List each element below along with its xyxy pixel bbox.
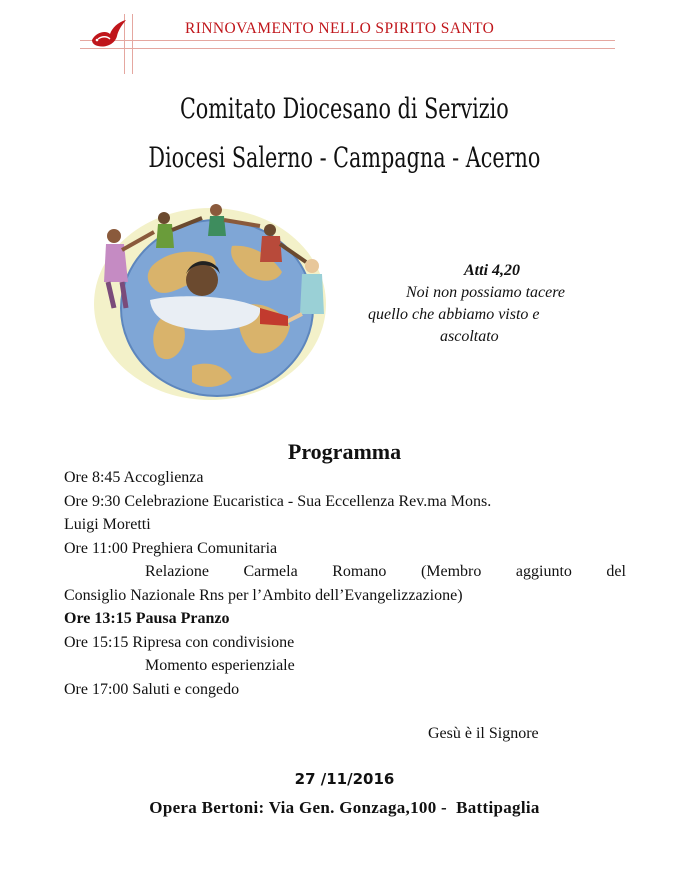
event-venue: Opera Bertoni: Via Gen. Gonzaga,100 - Battipaglia [149,798,540,817]
event-date: 27 /11/2016 [294,770,395,788]
page-subtitle: Diocesi Salerno - Campagna - Acerno [148,141,541,174]
programme-word: Romano [332,563,387,580]
dove-flame-icon [88,18,128,52]
programme-list [64,466,626,701]
programme-word: (Membro [420,563,482,580]
people-around-globe-icon [92,196,330,401]
programme-item: Ore 17:00 Saluti e congedo [64,680,240,698]
programme-item: Ore 8:45 Accoglienza [64,469,204,486]
programme-item: Ore 11:00 Preghiera Comunitaria [64,539,278,557]
letterhead [80,14,615,76]
programme-item [64,560,626,584]
programme-item: Luigi Moretti [64,516,151,533]
programme-word: del [606,563,626,580]
programme-word: aggiunto [515,563,572,580]
programme-word: Carmela [243,563,298,580]
quote-line: quello che abbiamo visto e [368,306,540,323]
divider [80,48,615,49]
bible-quote [360,260,600,348]
page-title: Comitato Diocesano di Servizio [179,92,509,125]
programme-item: Ore 9:30 Celebrazione Eucaristica - Sua Eccellenza Rev.ma Mons. [64,492,492,510]
programme-word: Relazione [145,563,209,580]
quote-line: ascoltato [440,328,499,345]
programme-item: Consiglio Nazionale Rns per l’Ambito dell’Evangelizzazione) [64,586,463,604]
quote-line: Noi non possiamo tacere [406,284,565,301]
divider [80,40,615,41]
organization-name: RINNOVAMENTO NELLO SPIRITO SANTO [185,20,495,37]
programme-item: Momento esperienziale [145,657,295,674]
quote-reference: Atti 4,20 [464,262,521,279]
programme-item: Ore 15:15 Ripresa con condivisione [64,633,295,651]
programme-item-lunch: Ore 13:15 Pausa Pranzo [64,610,230,627]
divider [132,14,133,74]
closing-phrase: Gesù è il Signore [428,725,539,742]
programme-title: Programma [287,439,402,464]
